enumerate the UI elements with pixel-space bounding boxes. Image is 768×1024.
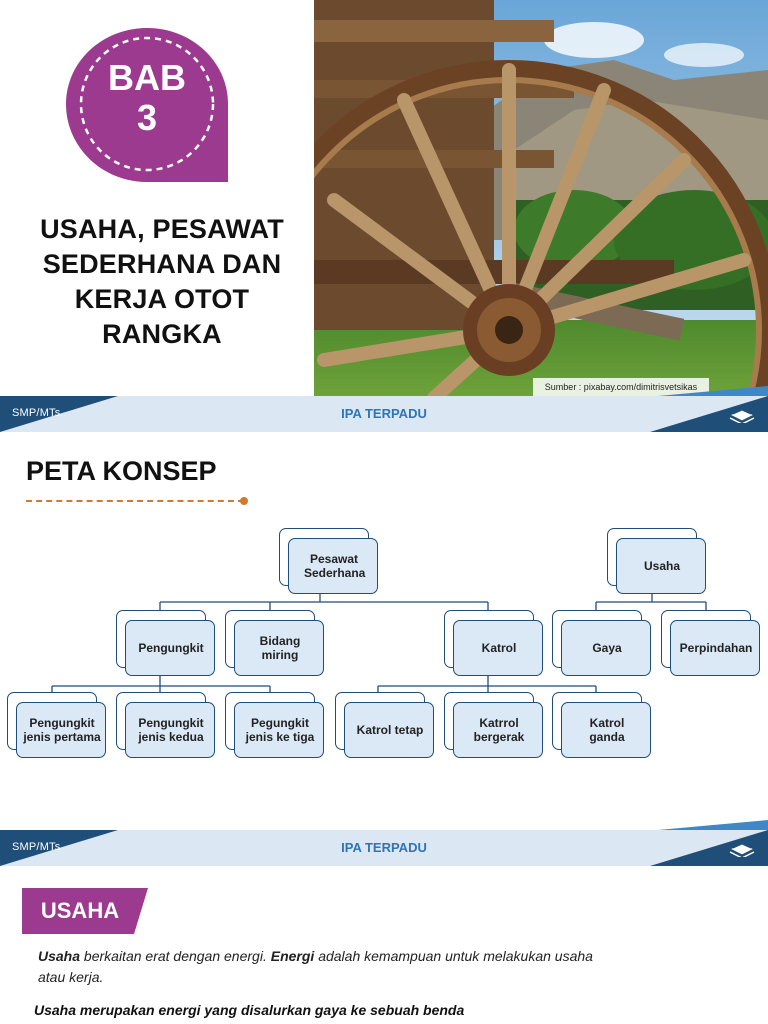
- photo-credit: Sumber : pixabay.com/dimitrisvetsikas: [533, 378, 709, 396]
- node-label: Pengungkit jenis kedua: [138, 716, 204, 744]
- title-line: USAHA, PESAWAT: [40, 214, 284, 244]
- paragraph-text: berkaitan erat dengan energi.: [80, 948, 271, 964]
- node-label: Katrol: [481, 641, 517, 655]
- node-label: Usaha: [643, 559, 681, 573]
- node-katrol-tetap: [344, 702, 436, 758]
- node-bidang-miring: [234, 620, 326, 676]
- usaha-statement: Usaha merupakan energi yang disalurkan gaya ke sebuah benda: [34, 1002, 465, 1018]
- slide-footer: [0, 396, 768, 432]
- node-perpindahan: [670, 620, 762, 676]
- footer-school-label: SMP/MTs: [12, 841, 61, 853]
- title-line: KERJA OTOT: [74, 284, 250, 314]
- concept-map-slide: [0, 432, 768, 866]
- term-energi: Energi: [270, 948, 315, 964]
- chapter-number: [62, 58, 232, 138]
- cover-slide: [0, 0, 768, 432]
- chapter-label: BAB: [108, 57, 186, 98]
- title-line: RANGKA: [102, 319, 222, 349]
- node-label: Pegungkit jenis ke tiga: [245, 716, 315, 744]
- chapter-digit: 3: [136, 97, 158, 138]
- node-katrol-ganda: [561, 702, 653, 758]
- node-label: Pengungkit jenis pertama: [23, 716, 101, 744]
- footer-subject-label: IPA TERPADU: [341, 406, 427, 421]
- footer-subject-label: IPA TERPADU: [341, 840, 427, 855]
- node-label: Gaya: [592, 641, 622, 655]
- book-icon: [728, 839, 756, 857]
- chapter-title: [18, 212, 306, 352]
- node-pengungkit-jenis-kedua: [125, 702, 217, 758]
- node-label: Katrrol bergerak: [473, 716, 525, 744]
- paragraph-text: adalah kemampuan untuk melakukan usaha atau kerja.: [38, 948, 593, 985]
- node-label: Pengungkit: [138, 641, 204, 655]
- node-pengungkit-jenis-pertama: [16, 702, 108, 758]
- node-label: Perpindahan: [679, 641, 753, 655]
- node-pengungkit: [125, 620, 217, 676]
- node-katrol-bergerak: [453, 702, 545, 758]
- node-gaya: [561, 620, 653, 676]
- node-label: Bidang miring: [259, 634, 301, 662]
- node-pengungkit-jenis-ketiga: [234, 702, 326, 758]
- title-line: SEDERHANA DAN: [42, 249, 282, 279]
- node-usaha: [616, 538, 708, 594]
- node-label: Pesawat Sederhana: [304, 552, 366, 580]
- footer-school-label: SMP/MTs: [12, 407, 61, 419]
- footer-right-accent-light: [658, 820, 768, 830]
- section-tab-label: USAHA: [40, 898, 120, 923]
- node-katrol: [453, 620, 545, 676]
- node-pesawat-sederhana: [288, 538, 380, 594]
- node-label: Katrol ganda: [589, 716, 625, 744]
- slide-footer: [0, 830, 768, 866]
- usaha-slide: [0, 866, 768, 1024]
- term-usaha: Usaha: [38, 948, 81, 964]
- node-label: Katrol tetap: [356, 723, 424, 737]
- wagon-wheel-photo: [314, 0, 768, 398]
- book-icon: [728, 405, 756, 423]
- footer-right-accent-light: [658, 386, 768, 396]
- usaha-definition-paragraph: [38, 946, 598, 988]
- concept-map-heading: PETA KONSEP: [26, 456, 217, 486]
